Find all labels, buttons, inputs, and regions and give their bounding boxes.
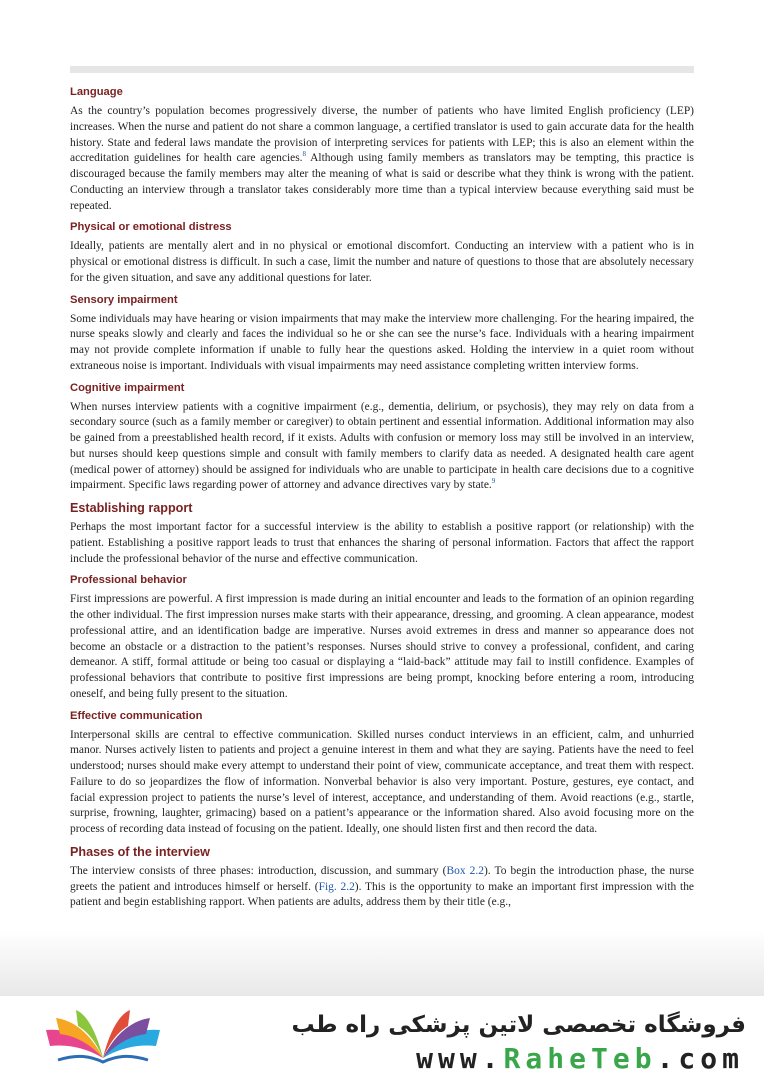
section-language	[70, 86, 694, 214]
section-paragraph: As the country’s population becomes progressively diverse, the number of patients who have limited English proficiency (LEP) increases. When the nurse and patient do not share a common language, a certified translator is used to gain accurate data for the health history. State and federal laws mandate the provision of interpreting services for patients with LEP; this is also an element within the accreditation guidelines for health care agencies.$^8$ Although using family members as translators may be tempting, this practice is discouraged because the family members may alter the meaning of what is said or describe what they think is wrong with the patient. Conducting an interview through a translator takes considerably more time than a typical interview because everything said must be repeated.	[70, 105, 695, 212]
page-body	[70, 86, 694, 918]
section-sensory	[70, 294, 694, 375]
section-heading: Sensory impairment	[70, 293, 178, 306]
book-logo-icon	[38, 1006, 168, 1066]
section-paragraph: When nurses interview patients with a cognitive impairment (e.g., dementia, delirium, or psychosis), they may rely on data from a secondary source (such as a family member or caregiver) to obtain pertinent and essential information. Additional information may also be gained from a preestablished health record, if it exists. Adults with confusion or memory loss may still be involved in an interview, but nurses should keep questions simple and consult with family members to clarify data as needed. A designated health care agent (medical power of attorney) should be assigned for individuals who are unable to participate in health care decisions due to a cognitive impairment. Specific laws regarding power of attorney and advance directives vary by state.$^9$	[70, 400, 694, 492]
section-paragraph: Some individuals may have hearing or vision impairments that may make the interview more challenging. For the hearing impaired, the nurse speaks slowly and clearly and faces the individual so he or she can see the nurse’s face. Individuals with a hearing impairment may not provide complete information if unable to fully hear the questions asked. Holding the interview in a quiet room without extraneous noise is important. Individuals with visual impairments may need assistance completing written interview forms.	[70, 312, 694, 372]
section-paragraph: Ideally, patients are mentally alert and in no physical or emotional discomfort. Conducting an interview with a patient who is in physical or emotional distress is difficult. In such a case, limit the number and nature of questions to those that are absolutely necessary for the given situation, and save any additional questions for later.	[70, 240, 694, 284]
bottom-fade	[0, 930, 764, 1000]
figure-link[interactable]: Fig. 2.2	[318, 880, 355, 893]
shop-title: فروشگاه تخصصی لاتین پزشکی راه طب	[291, 1012, 746, 1038]
section-paragraph: Perhaps the most important factor for a successful interview is the ability to establish a positive rapport (or relationship) with the patient. Establishing a positive rapport leads to trust that enhances the sharing of personal information. Factors that affect the rapport include the professional behavior of the nurse and effective communication.	[70, 521, 694, 565]
section-paragraph: The interview consists of three phases: introduction, discussion, and summary (Box 2.2). To begin the introduction phase, the nurse greets the patient and introduces himself or herself. (Fig. 2.2). This is the opportunity to make an important first impression with the patient and begin establishing rapport. When patients are adults, address them by their title (e.g.,	[70, 864, 694, 909]
section-heading: Physical or emotional distress	[70, 221, 232, 234]
section-heading: Effective communication	[70, 709, 203, 722]
section-distress	[70, 221, 694, 286]
section-phases	[70, 845, 694, 911]
section-heading: Establishing rapport	[70, 501, 193, 515]
section-paragraph: Interpersonal skills are central to effective communication. Skilled nurses conduct interviews in an efficient, calm, and unhurried manor. Nurses actively listen to patients and project a genuine interest in them and what they are saying. Patients have the need to feel understood; nurses should make every attempt to understand their point of view, communicate acceptance, and treat them with respect. Failure to do so jeopardizes the flow of information. Nonverbal behavior is also very important. Posture, gestures, eye contact, and facial expression project to patients the nurse’s level of interest, acceptance, and understanding of them. Avoid reactions (e.g., startle, surprise, frowning, laughter, grimacing) based on a patient’s appearance or the information shared. Also avoid focusing more on the process of recording data instead of focusing on the patient. Ideally, one should listen first and then record the data.	[70, 728, 694, 835]
section-communication	[70, 710, 694, 838]
section-cognitive	[70, 382, 694, 495]
section-heading: Professional behavior	[70, 574, 187, 587]
section-paragraph: First impressions are powerful. A first impression is made during an initial encounter and leads to the formation of an opinion regarding the other individual. The first impression nurses make starts with their appearance, dressing, and grooming. A clean appearance, modest professional attire, and an identification badge are imperative. Nurses avoid extremes in dress and manner so appearance does not become an obstacle or a distraction to the patient’s responses. Nurses should strive to convey a professional, confident, and caring demeanor. A stiff, formal attitude or being too casual or displaying a “laid-back” attitude may fail to instill confidence. Examples of professional behaviors that contribute to positive first impressions are being prompt, knocking before entering a room, introducing oneself, and being fully present to the situation.	[70, 593, 694, 700]
footnote-ref[interactable]: 9	[491, 477, 496, 486]
section-professional	[70, 574, 694, 702]
section-rapport	[70, 501, 694, 567]
section-heading: Cognitive impairment	[70, 381, 185, 394]
footnote-ref[interactable]: 8	[302, 150, 307, 159]
section-heading: Phases of the interview	[70, 844, 210, 859]
box-link[interactable]: Box 2.2	[446, 864, 484, 877]
shop-url: www.RaheTeb.com	[416, 1042, 744, 1075]
watermark-footer	[0, 996, 764, 1080]
section-heading: Language	[70, 86, 123, 98]
top-rule	[70, 66, 694, 73]
